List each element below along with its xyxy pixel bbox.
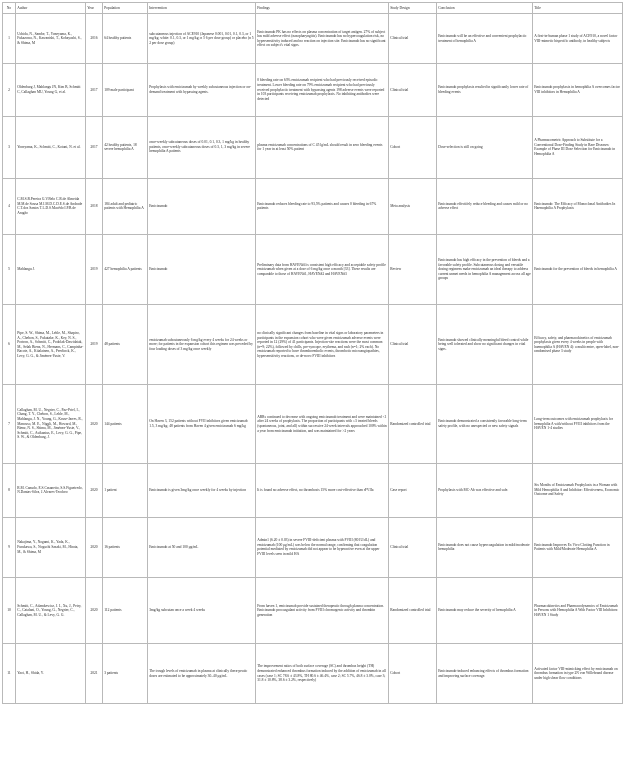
header-population: Population xyxy=(103,3,148,14)
cell-population: 109 male participant xyxy=(103,64,148,116)
cell-intervention: once-weekly subcutaneous doses of 0.01, 0.1, 0.3, 1 mg/kg in healthy patients, once-weekly subcutaneous doses of 0.3, 1, 3 mg/kg in severe hemophilia A patients xyxy=(148,116,256,178)
header-conclusion: Conclusion xyxy=(437,3,533,14)
cell-author: Yaoi, H., Shida, Y. xyxy=(16,644,86,704)
header-intervention: Intervention xyxy=(148,3,256,14)
cell-findings: Preliminary data from HAVEN#4 is consistent high efficacy and acceptable safety profile emicizumab when given at a dose of 6 mg/kg once a month [33]. These results are comparable to those of HAVEN#1, HAVEN#2 and HAVEN#3 xyxy=(256,234,389,304)
cell-design: Meta analysis xyxy=(389,178,437,234)
cell-year: 2020 xyxy=(86,385,103,463)
cell-year: 2020 xyxy=(86,517,103,577)
cell-no: 9 xyxy=(3,517,16,577)
cell-intervention: The trough levels of emicizumab in plasma at clinically thera-peutic doses are estimated to be approximately 30–40 μg/mL xyxy=(148,644,256,704)
cell-findings: Admin1 (6.20 ± 0.03) in severe FVIII-deficient plasma with FVIII (80 IU/dL) and emicizumab (100 μg/mL) was below the normal range, confirming that coagulation potential mediated by emicizumab did not appear to be hyperactive even at the upper FVIII levels seen in mild HA xyxy=(256,517,389,577)
cell-intervention: Emicizumab at 50 and 100 μg/mL xyxy=(148,517,256,577)
header-no: No xyxy=(3,3,16,14)
header-year: Year xyxy=(86,3,103,14)
cell-population: 427 hemophilia A patients xyxy=(103,234,148,304)
cell-design: Case report xyxy=(389,463,437,517)
cell-author: R.M. Canudo, E.S.Casanetto, S.S.Figueiredo, N.Dantas-Silva, J.Alvares-Teodoro xyxy=(16,463,86,517)
cell-author: Pipe, S. W., Shima, M., Lehle, M., Shapiro, A., Chebon, S., Fukutake, K., Key, N. S., Portron, A., Schmitt, C., Podolak-Dawidziak, M., Selak Bienz, N., Hermans, C., Campinha-Bacote, A., Kiialainen, A., Peerlinck, K., Levy, G. G., & Jiménez-Yuste, V. xyxy=(16,305,86,385)
cell-conclusion: Emicizumab has high efficacy in the prevention of bleeds and a favorable safety profile. Subcutaneous dosing and versatile dosing regimens make emicizumab an ideal therapy to address current unmet needs in hemophilia A management across all age groups xyxy=(437,234,533,304)
table-body xyxy=(3,14,623,704)
table-row xyxy=(3,517,623,577)
table-row xyxy=(3,385,623,463)
cell-title: Activated factor VIII-mimicking effect by emicizumab on thrombus formation in type 2N von Willebrand disease under high shear flow conditions xyxy=(533,644,623,704)
cell-population: 184 adult and pediatric patients with Hemophilia A xyxy=(103,178,148,234)
cell-population: 1 patient xyxy=(103,463,148,517)
cell-title: Emicizumab prophylaxis in hemophilia A overcomes factor VIII inhibitors in Hemophilia A xyxy=(533,64,623,116)
table-row xyxy=(3,116,623,178)
cell-conclusion: Emicizumab-induced enhancing effects of thrombus formation and improving surface coverage. xyxy=(437,644,533,704)
table-row xyxy=(3,577,623,643)
header-title: Title xyxy=(533,3,623,14)
cell-no: 10 xyxy=(3,577,16,643)
cell-population: 48 patients xyxy=(103,305,148,385)
cell-title: Pharmacokinetics and Pharmacodynamics of Emicizumab in Persons with Hemophilia A With Factor VIII Inhibitors: HAVEN 1 Study xyxy=(533,577,623,643)
cell-findings: ABRs continued to decrease with ongoing emicizumab treatment and were maintained <1 after 24 weeks of prophylaxis. The proportion of participants with ≤3 treated bleeds (spontaneous, joint, and all) within successive 24-week intervals approached 100% within a year from emicizumab initiation, and was maintained for >2 years xyxy=(256,385,389,463)
cell-conclusion: Dose-selection is still on going xyxy=(437,116,533,178)
cell-year: 2020 xyxy=(86,463,103,517)
cell-no: 4 xyxy=(3,178,16,234)
cell-no: 5 xyxy=(3,234,16,304)
cell-year: 2020 xyxy=(86,577,103,643)
cell-design: Clinical trial xyxy=(389,305,437,385)
cell-title: Emicizumab: The Efficacy of Monoclonal Antibodies In Haemophilia A Prophylaxis xyxy=(533,178,623,234)
cell-design: Cohort xyxy=(389,116,437,178)
cell-conclusion: Emicizumab will be an effective and convenient prophylactic treatment of hemophilia A xyxy=(437,14,533,64)
cell-author: Mahlangu J. xyxy=(16,234,86,304)
cell-no: 11 xyxy=(3,644,16,704)
cell-no: 7 xyxy=(3,385,16,463)
cell-title: Six Months of Emicizumab Prophylaxis in a Woman with Mild Hemophilia A and Inhibitor: Effectiveness, Economic Outcome and Safety xyxy=(533,463,623,517)
cell-intervention: Emicizumab xyxy=(148,178,256,234)
cell-conclusion: Emicizumab does not cause hypercoagulation in mild/moderate hemophilia xyxy=(437,517,533,577)
cell-design: Randomized controlled trial xyxy=(389,385,437,463)
cell-design: Cohort xyxy=(389,644,437,704)
cell-findings: From haven 1, emicizumab provide sustained therapeutic through plasma concentration. Emicizumab procoagulant activity from FVIII chromogenic activity and thrombin generation xyxy=(256,577,389,643)
cell-no: 2 xyxy=(3,64,16,116)
header-findings: Findings xyxy=(256,3,389,14)
cell-year: 2016 xyxy=(86,14,103,64)
cell-findings: plasma emicizumab concentrations of C 45 lg/mL should result in zero bleeding events for 1 year in at least 50% patient xyxy=(256,116,389,178)
cell-design: Clinical trial xyxy=(389,64,437,116)
cell-year: 2019 xyxy=(86,305,103,385)
cell-findings: no clinically significant changes from baseline in vital signs or laboratory parameters in participants in the expansion cohort who were given emicizumab adverse events were reported in 12 (29%) of 41 participants. Injection-site reactions were the most common (n=9; 22%), followed by chills, pre-syncope, erythema, and rash (n=1; 2% each). No emicizumab reported to have thromboembolic events, thrombotic microangiopathies, hypersensitivity reactions, or de-novo FVIII inhibitors xyxy=(256,305,389,385)
cell-conclusion: Emicizumab may reduce the severity of hemophilia A xyxy=(437,577,533,643)
cell-author: Schmitt, C., Adamkewicz, J. I., Xu, J., Petry, C., Catalani, O., Young, G., Negrier, C., Callaghan, M. U., & Levy, G. G. xyxy=(16,577,86,643)
cell-title: Emicizumab for the prevention of bleeds in hemophilia A xyxy=(533,234,623,304)
cell-year: 2017 xyxy=(86,116,103,178)
cell-intervention: subcutaneous injection of ACE910 (Japanese 0.001, 0.01, 0.1, 0.3, or 1 mg/kg; white: 0.1, 0.3, or 1 mg/kg; n 5 6 per dose group) or placebo (n 5 2 per dose group) xyxy=(148,14,256,64)
cell-design: Clinical trial xyxy=(389,14,437,64)
cell-conclusion: Emicizumab effectifely reduce bleeding and causes mild or no adverse effect xyxy=(437,178,533,234)
cell-findings: The improvement ratios of both surface coverage (SC) and thrombus height (TH) demonstrated enhanced thrombus formation induced by the addition of emicizumab in all cases (case 1; SC 78.6 ± 43.8%, TH 80.6 ± 46.4%, case 2; SC 5.7%, 46.8 ± 3.0%, case 3; 31.8 ± 10.8%, 38.6 ± 3.2%, respectively) xyxy=(256,644,389,704)
cell-intervention: emicizumab subcutaneously 6 mg/kg every 4 weeks for 24 weeks or more; for patients in the expansion cohort this regimen was preceded by four loading doses of 3 mg/kg once weekly xyxy=(148,305,256,385)
cell-design: Review xyxy=(389,234,437,304)
table-row xyxy=(3,305,623,385)
cell-year: 2017 xyxy=(86,64,103,116)
cell-title: Long-term outcomes with emicizumab prophylaxis for hemophilia A with/without FVIII inhibitors from the HAVEN 1-4 studies xyxy=(533,385,623,463)
cell-population: 42 healthy patients, 18 severe hemophilia A xyxy=(103,116,148,178)
cell-population: 3 patients xyxy=(103,644,148,704)
cell-design: Randomized controlled trial xyxy=(389,577,437,643)
cell-title: A Pharmacometric Approach to Substitute for a Conventional Dose-Finding Study in Rare Diseases: Example of Phase III Dose Selection for Emicizumab in Hemophilia A xyxy=(533,116,623,178)
cell-year: 2019 xyxy=(86,234,103,304)
table-row xyxy=(3,234,623,304)
table-row xyxy=(3,64,623,116)
cell-intervention: Emicizumab is given 3mg/kg once weekly for 4 weeks by injection xyxy=(148,463,256,517)
cell-author: Nakajima, Y., Nogami, K., Yada, K., Furukawa, S., Noguchi Sasaki, M., Hirata, M., & Shima, M xyxy=(16,517,86,577)
cell-findings: It is found no adverse effect, no thrombosis 15% more cost-effective than rFVIIa xyxy=(256,463,389,517)
table-row xyxy=(3,463,623,517)
header-row xyxy=(3,3,623,14)
cell-no: 6 xyxy=(3,305,16,385)
cell-findings: Emicizumab reduces bleeding rate to 93,5% patients and causes 0 bleeding in 67% patients xyxy=(256,178,389,234)
cell-population: 112 patients xyxy=(103,577,148,643)
literature-review-table xyxy=(2,2,623,704)
cell-intervention: Emicizumab xyxy=(148,234,256,304)
cell-title: A first-in-human phase 1 study of ACE910, a novel factor VIII-mimetic bispecific antibody, in healthy subjects xyxy=(533,14,623,64)
cell-conclusion: Emicizumab showed clinically meaningful bleed control while being well tolerated and show no significant changes in vital signs. xyxy=(437,305,533,385)
table-row xyxy=(3,14,623,64)
cell-title: Efficacy, safety, and pharmacokinetics of emicizumab prophylaxis given every 4 weeks in people with haemophilia A (HAVEN 4): a multicentre, open-label, non-randomised phase 3 study xyxy=(533,305,623,385)
cell-title: Emicizumab Improves Ex Vivo Clotting Function in Patients with Mild/Moderate Hemophilia A xyxy=(533,517,623,577)
cell-year: 2018 xyxy=(86,178,103,234)
table-row xyxy=(3,178,623,234)
cell-findings: Emicizumab PK has no effects on plasma concentration of target antigen. 27% of subject has mild adverse effect (nasopharyngitis). Emicizumab has no hypercoagulation risk, no hypersensitivity induced and no reaction on injection site. Emicizumab has no significant effect on subject's vital signs. xyxy=(256,14,389,64)
cell-intervention: On Haven 3, 152 patients without FVII inhibitors given emicizumab 1.5, 3 mg/kg; 48 patients from Haven 4 given emicizumab 6 mg/kg xyxy=(148,385,256,463)
cell-conclusion: Prophylaxis with MC-Ab was effective and safe. xyxy=(437,463,533,517)
cell-population: 16 patients xyxy=(103,517,148,577)
cell-year: 2021 xyxy=(86,644,103,704)
cell-population: 144 patients xyxy=(103,385,148,463)
cell-no: 8 xyxy=(3,463,16,517)
cell-conclusion: Emicizumab demonstrated a consistently favorable long-term safety profile, with no unexpected or new safety signals xyxy=(437,385,533,463)
table-row xyxy=(3,644,623,704)
cell-no: 3 xyxy=(3,116,16,178)
cell-design: Clinical trial xyxy=(389,517,437,577)
cell-author: Uchida, N., Sambe, T., Yoneyama, K., Fukazawa, N., Kawanishi, T., Kobayashi, S., & Shima, M xyxy=(16,14,86,64)
header-author: Author xyxy=(16,3,86,14)
cell-author: C.M.S.B.Pereira G.V.Belo C.R.de Almeida M.M.de Sousa M.I.M.D.C.D.E.S.de Andrade C.T.dos Santos T.L.D.S.Macêdo I.P.B.de Aragão xyxy=(16,178,86,234)
cell-population: 64 healthy patients xyxy=(103,14,148,64)
cell-author: Callaghan, M. U., Negrier, C., Paz-Priel, I., Chang, T. Y., Chebon, S., Lehle, M., Mahlangu, J. N., Young, G., Kruse-Jarres, R., Mancuso, M. E., Niggli, M., Howard, M., Bienz, N. S., Shima, M., Jiménez-Yuste, V., Schmitt, C., Asikanius, E., Levy, G. G., Pipe, S. W., & Oldenburg, J. xyxy=(16,385,86,463)
cell-author: Yoneyama, K., Schmitt, C., Kotani, N. et al. xyxy=(16,116,86,178)
header-study-design: Study Design xyxy=(389,3,437,14)
cell-intervention: Prophylaxis with emicizumab by weekly subcutaneous injection or on-demand treatment with bypassing agents. xyxy=(148,64,256,116)
cell-author: Oldenburg J, Mahlangu JN, Kim B, Schmitt C, Callaghan MU, Young G, et al. xyxy=(16,64,86,116)
cell-findings: 0 bleeding rate on 63% emicizumab recipient who had previously received episodic treatment. Lower bleeding rate on 79% emicizumab recipient who had previously received prophylactic treatment with bypassing agents 198 adverse events were reported in 103 participants receiving emicizumab prophylaxis. No inhibiting antibodies were detected xyxy=(256,64,389,116)
cell-no: 1 xyxy=(3,14,16,64)
cell-conclusion: Emicizumab prophylaxis resulted in significantly lower rate of bleeding events xyxy=(437,64,533,116)
cell-intervention: 3mg/kg subcutan once a week 4 weeks xyxy=(148,577,256,643)
